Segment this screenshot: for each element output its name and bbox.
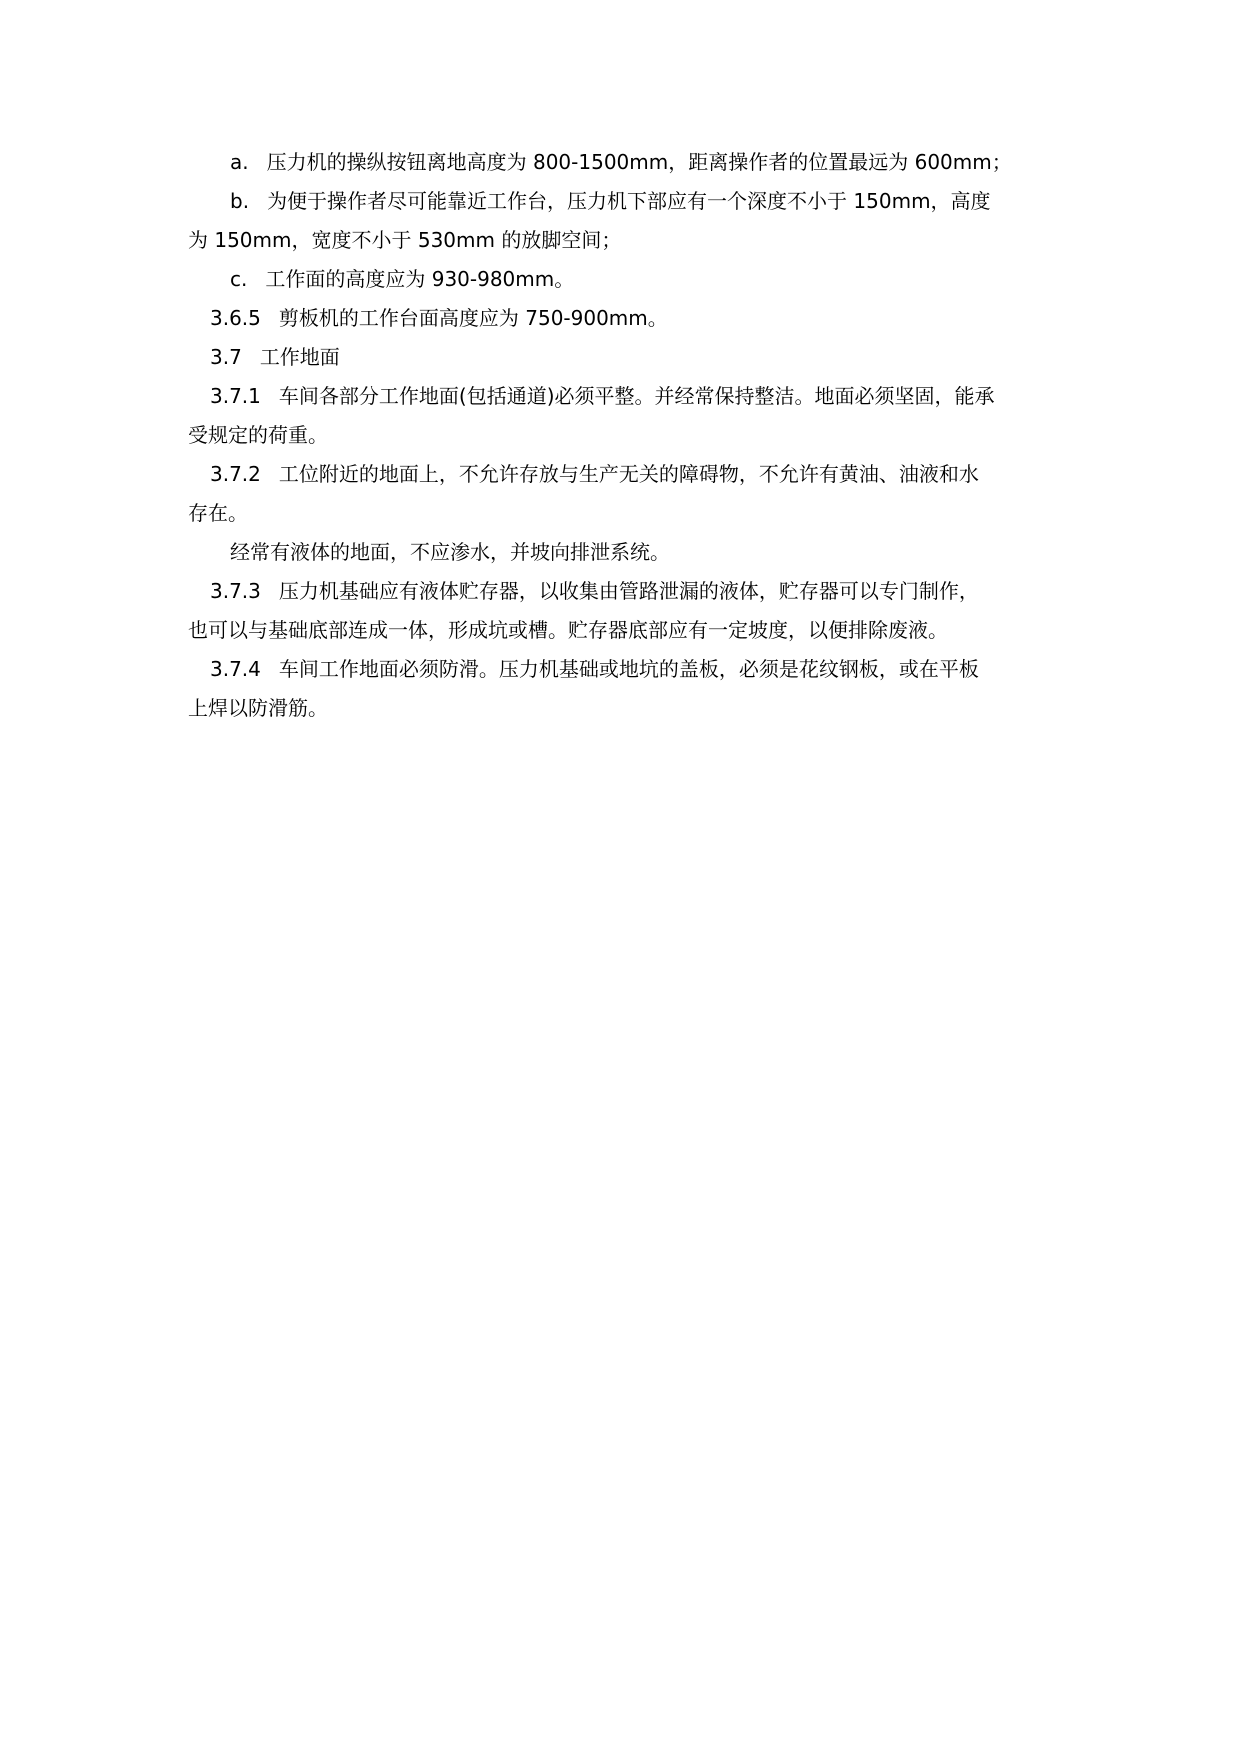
clause-text: 存在。 bbox=[188, 501, 248, 525]
clause-text: 车间各部分工作地面(包括通道)必须平整。并经常保持整洁。地面必须坚固，能承 bbox=[278, 384, 995, 408]
clause-number: 3.7.1 bbox=[210, 384, 261, 408]
clause-text: 车间工作地面必须防滑。压力机基础或地坑的盖板，必须是花纹钢板，或在平板 bbox=[278, 657, 979, 681]
list-item-b-continuation bbox=[188, 225, 1058, 255]
item-number: b. bbox=[230, 189, 250, 213]
clause-number: 3.7.3 bbox=[210, 579, 261, 603]
clause-3-7-3 bbox=[188, 576, 1058, 606]
clause-text: 经常有液体的地面，不应渗水，并坡向排泄系统。 bbox=[230, 540, 670, 564]
clause-text: 剪板机的工作台面高度应为 750-900mm。 bbox=[278, 306, 668, 330]
list-item-c bbox=[188, 264, 1058, 294]
clause-3-7-1 bbox=[188, 381, 1058, 411]
clause-text: 工位附近的地面上，不允许存放与生产无关的障碍物，不允许有黄油、油液和水 bbox=[278, 462, 979, 486]
item-number: a. bbox=[230, 150, 249, 174]
item-text: 压力机的操纵按钮离地高度为 800-1500mm，距离操作者的位置最远为 600mm； bbox=[266, 150, 1012, 174]
item-text: 为 150mm，宽度不小于 530mm 的放脚空间； bbox=[188, 228, 622, 252]
clause-3-7-4 bbox=[188, 654, 1058, 684]
clause-text: 也可以与基础底部连成一体，形成坑或槽。贮存器底部应有一定坡度，以便排除废液。 bbox=[188, 618, 948, 642]
clause-text: 受规定的荷重。 bbox=[188, 423, 328, 447]
clause-number: 3.7.2 bbox=[210, 462, 261, 486]
clause-3-7-2 bbox=[188, 459, 1058, 489]
clause-3-6-5 bbox=[188, 303, 1058, 333]
list-item-a bbox=[188, 147, 1058, 177]
clause-number: 3.6.5 bbox=[210, 306, 261, 330]
item-text: 为便于操作者尽可能靠近工作台，压力机下部应有一个深度不小于 150mm，高度 bbox=[267, 189, 991, 213]
section-heading-3-7 bbox=[188, 342, 1058, 372]
list-item-b bbox=[188, 186, 1058, 216]
clause-text: 上焊以防滑筋。 bbox=[188, 696, 328, 720]
clause-number: 3.7.4 bbox=[210, 657, 261, 681]
clause-text: 压力机基础应有液体贮存器，以收集由管路泄漏的液体，贮存器可以专门制作， bbox=[278, 579, 979, 603]
section-title: 工作地面 bbox=[259, 345, 340, 369]
item-text: 工作面的高度应为 930-980mm。 bbox=[265, 267, 575, 291]
item-number: c. bbox=[230, 267, 248, 291]
section-number: 3.7 bbox=[210, 345, 242, 369]
clause-3-7-4-continuation bbox=[188, 693, 1058, 723]
clause-3-7-2-paragraph bbox=[188, 537, 1058, 567]
clause-3-7-3-continuation bbox=[188, 615, 1058, 645]
clause-3-7-1-continuation bbox=[188, 420, 1058, 450]
clause-3-7-2-continuation bbox=[188, 498, 1058, 528]
